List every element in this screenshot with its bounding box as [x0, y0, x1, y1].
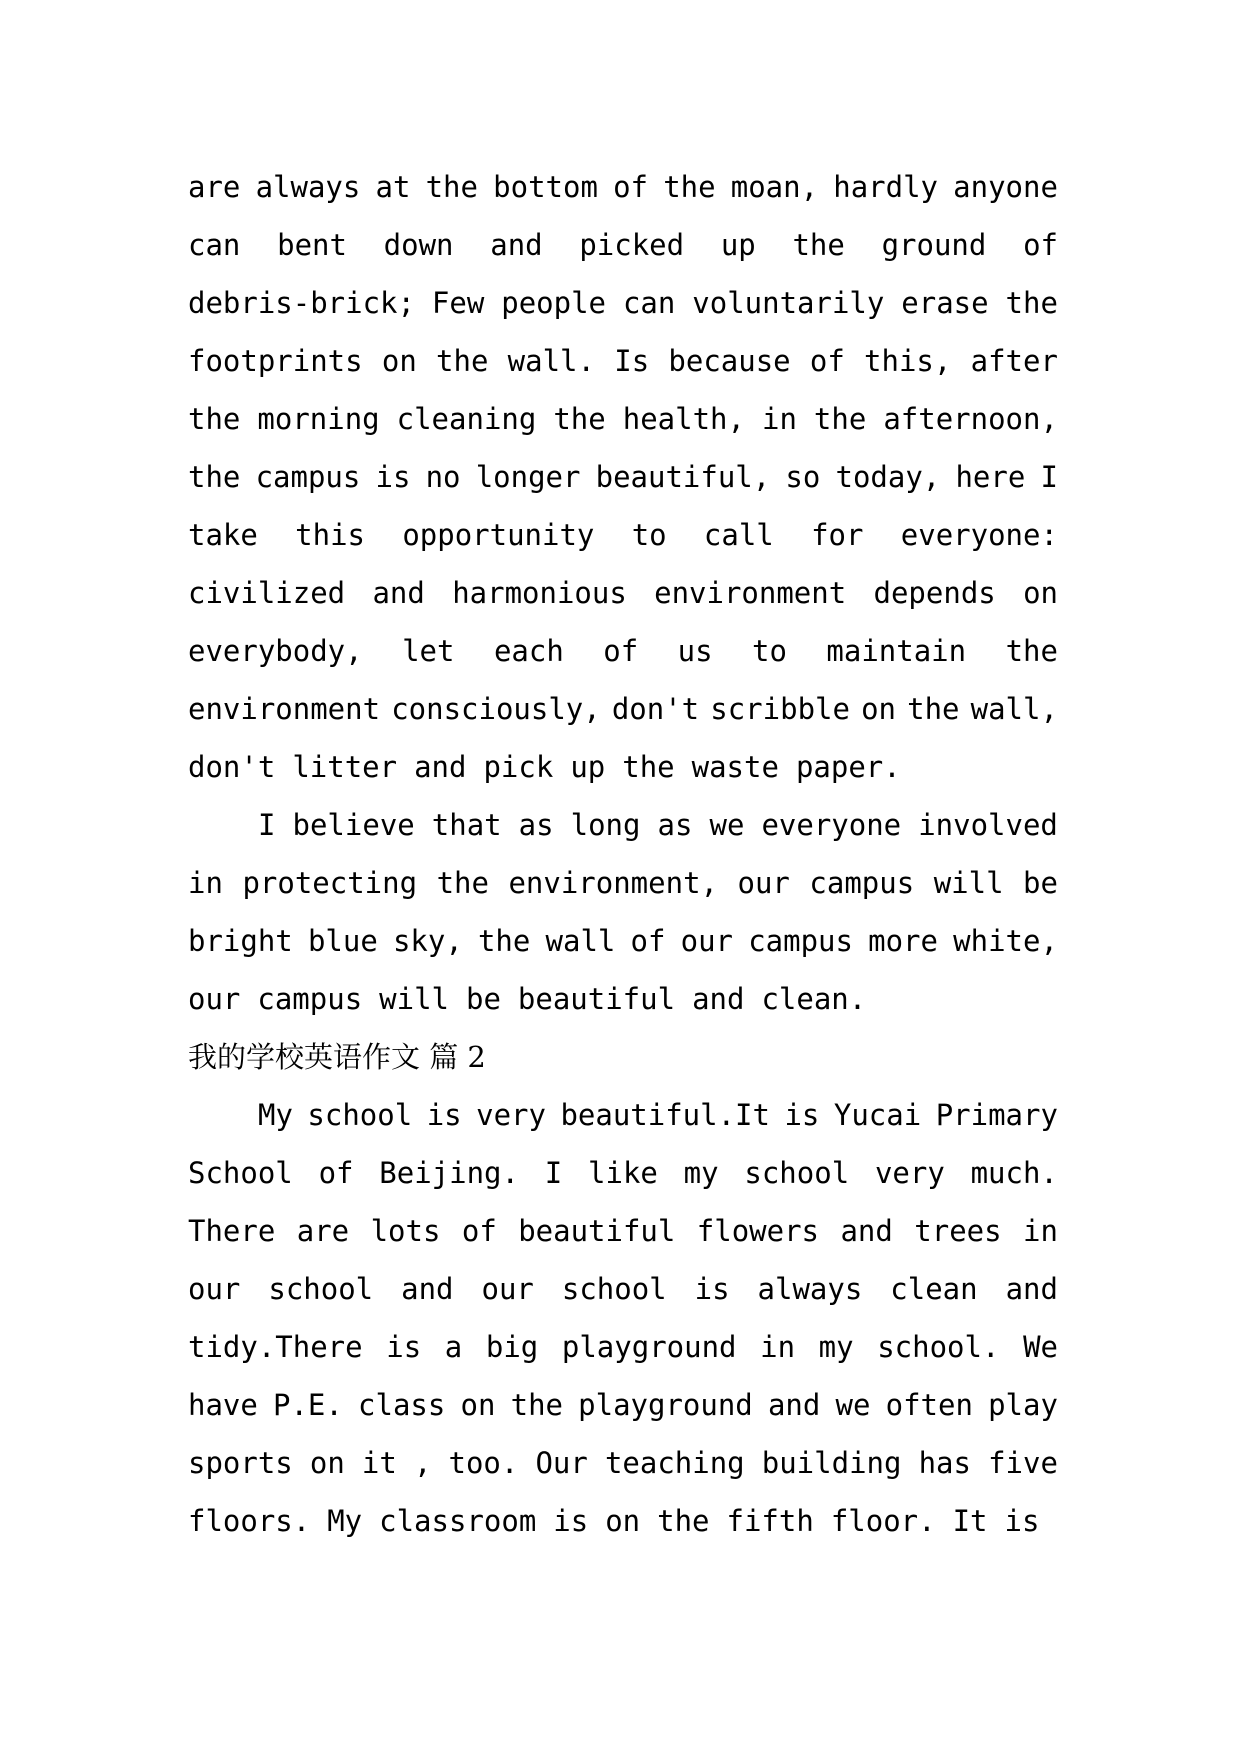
word: has — [918, 1446, 971, 1480]
word: of — [461, 1214, 497, 1248]
word: school — [561, 1272, 667, 1306]
word: this — [295, 518, 365, 552]
word: teaching — [604, 1446, 745, 1480]
word: a — [444, 1330, 463, 1364]
word: , — [413, 1446, 432, 1480]
word: It — [952, 1504, 988, 1538]
word: and — [767, 1388, 821, 1422]
word: anyone — [953, 170, 1058, 204]
word: white, — [953, 924, 1058, 958]
word: on — [1023, 576, 1058, 610]
paragraph-line — [188, 912, 1058, 970]
word: moan, — [730, 170, 819, 204]
word: consciously, — [391, 692, 601, 726]
word: the — [477, 924, 531, 958]
word: and — [1005, 1272, 1058, 1306]
paragraph-line — [188, 1318, 1058, 1376]
word: in — [760, 1330, 796, 1364]
word: everybody, — [188, 634, 363, 668]
word: harmonious — [452, 576, 627, 610]
word: so — [785, 460, 821, 494]
word: of — [1023, 228, 1058, 262]
word: my — [818, 1330, 854, 1364]
word: civilized — [188, 576, 346, 610]
word: school — [268, 1272, 374, 1306]
word: is — [426, 1098, 462, 1132]
word: we — [835, 1388, 871, 1422]
paragraph-line — [188, 680, 1058, 738]
word: is — [694, 1272, 730, 1306]
paragraph-line — [188, 332, 1058, 390]
word: as — [518, 808, 554, 842]
word: of — [318, 1156, 354, 1190]
word: paper. — [795, 750, 901, 784]
word: is — [1004, 1504, 1040, 1538]
word: tidy.There — [188, 1330, 363, 1364]
word: up — [720, 228, 756, 262]
word: are — [296, 1214, 350, 1248]
word: bottom — [493, 170, 598, 204]
word: beautiful, — [595, 460, 771, 494]
word: I — [1040, 460, 1058, 494]
word: There — [188, 1214, 276, 1248]
word: everyone — [761, 808, 902, 842]
word: on — [309, 1446, 345, 1480]
word: and — [414, 750, 467, 784]
word: that — [431, 808, 502, 842]
paragraph-line — [188, 158, 1058, 216]
word: depends — [873, 576, 996, 610]
word: the — [510, 1388, 563, 1422]
word: let — [402, 634, 455, 668]
word: call — [703, 518, 774, 552]
word: take — [188, 518, 258, 552]
word: Is — [614, 344, 650, 378]
word: the — [663, 170, 716, 204]
word: big — [485, 1330, 539, 1364]
word: school — [307, 1098, 413, 1132]
word: erase — [901, 286, 989, 320]
paragraph-line — [188, 1376, 1058, 1434]
word: blue — [307, 924, 378, 958]
word: the — [907, 692, 960, 726]
word: today, — [835, 460, 941, 494]
word: P.E. — [273, 1388, 343, 1422]
word: school. — [877, 1330, 1000, 1364]
word: morning — [257, 402, 380, 436]
word: can — [188, 228, 241, 262]
word: sports — [188, 1446, 293, 1480]
paragraph-line — [188, 216, 1058, 274]
word: campus — [255, 460, 361, 494]
word: no — [425, 460, 461, 494]
paragraph-line — [188, 564, 1058, 622]
word: our — [188, 982, 241, 1016]
word: floor. — [830, 1504, 936, 1538]
word: the — [657, 1504, 710, 1538]
word: play — [988, 1388, 1058, 1422]
word: and — [372, 576, 425, 610]
word: in — [1023, 1214, 1058, 1248]
paragraph-line — [188, 274, 1058, 332]
word: playground — [578, 1388, 753, 1422]
word: more — [868, 924, 938, 958]
word: because — [668, 344, 791, 378]
word: five — [988, 1446, 1058, 1480]
word: believe — [292, 808, 415, 842]
word: the — [1005, 634, 1058, 668]
word: environment — [654, 576, 847, 610]
word: ground — [881, 228, 987, 262]
word: often — [885, 1388, 973, 1422]
word: debris-brick; — [188, 286, 415, 320]
word: longer — [475, 460, 581, 494]
word: the — [1005, 286, 1058, 320]
word: School — [188, 1156, 293, 1190]
word: floors. — [188, 1504, 311, 1538]
word: bright — [188, 924, 293, 958]
word: us — [677, 634, 713, 668]
paragraph-line — [188, 448, 1058, 506]
paragraph-line — [188, 738, 1058, 796]
word: afternoon, — [883, 402, 1058, 436]
word: are — [188, 170, 241, 204]
word: and — [692, 982, 745, 1016]
paragraph-line — [188, 1434, 1058, 1492]
paragraph-line — [188, 854, 1058, 912]
word: the — [436, 344, 489, 378]
word: pick — [483, 750, 554, 784]
word: very — [476, 1098, 546, 1132]
section-heading: 我的学校英语作文 篇 2 — [188, 1040, 486, 1074]
word: we — [709, 808, 745, 842]
word: protecting — [242, 866, 418, 900]
word: of — [809, 344, 845, 378]
word: opportunity — [402, 518, 595, 552]
word: of — [613, 170, 649, 204]
word: clean — [890, 1272, 978, 1306]
word: bent — [277, 228, 347, 262]
word: very — [874, 1156, 945, 1190]
word: Our — [535, 1446, 588, 1480]
word: to — [631, 518, 667, 552]
word: the — [813, 402, 867, 436]
word: of — [603, 634, 639, 668]
word: beautiful.It — [560, 1098, 770, 1132]
word: my — [683, 1156, 719, 1190]
word: campus — [257, 982, 363, 1016]
word: wall, — [970, 692, 1058, 726]
word: voluntarily — [692, 286, 885, 320]
word: our — [481, 1272, 534, 1306]
word: down — [383, 228, 454, 262]
word: campus — [748, 924, 853, 958]
word: for — [811, 518, 864, 552]
word: on — [381, 344, 417, 378]
word: can — [622, 286, 676, 320]
word: our — [188, 1272, 241, 1306]
word: classroom — [379, 1504, 537, 1538]
word: don't — [611, 692, 700, 726]
word: involved — [918, 808, 1058, 842]
word: class — [358, 1388, 446, 1422]
word: our — [680, 924, 734, 958]
word: environment — [188, 692, 381, 726]
word: be — [466, 982, 501, 1016]
word: health, — [622, 402, 745, 436]
word: on — [861, 692, 896, 726]
word: building — [761, 1446, 902, 1480]
word: everyone: — [900, 518, 1058, 552]
paragraph-line — [188, 1144, 1058, 1202]
word: My — [258, 1098, 293, 1132]
word: clean. — [761, 982, 867, 1016]
word: on — [460, 1388, 496, 1422]
word: Few — [431, 286, 485, 320]
word: beautiful — [518, 1214, 676, 1248]
word: the — [188, 460, 241, 494]
word: at — [375, 170, 411, 204]
word: maintain — [826, 634, 967, 668]
word: wall — [545, 924, 616, 958]
word: always — [757, 1272, 863, 1306]
word: the — [188, 402, 241, 436]
word: each — [493, 634, 564, 668]
word: is — [553, 1504, 589, 1538]
word: here — [955, 460, 1026, 494]
word: litter — [292, 750, 398, 784]
word: will — [933, 866, 1004, 900]
word: don't — [188, 750, 276, 784]
word: and — [840, 1214, 893, 1248]
paragraph-line — [188, 1086, 1058, 1144]
document-body — [188, 158, 1058, 1550]
word: I — [258, 808, 276, 842]
word: lots — [370, 1214, 441, 1248]
word: Yucai — [833, 1098, 922, 1132]
word: the — [436, 866, 489, 900]
word: playground — [561, 1330, 737, 1364]
word: campus — [809, 866, 915, 900]
word: in — [761, 402, 797, 436]
word: My — [327, 1504, 363, 1538]
word: and — [401, 1272, 454, 1306]
word: We — [1023, 1330, 1058, 1364]
word: cleaning — [396, 402, 537, 436]
word: fifth — [726, 1504, 814, 1538]
word: people — [501, 286, 607, 320]
word: wall. — [507, 344, 595, 378]
word: picked — [579, 228, 685, 262]
word: after — [970, 344, 1058, 378]
word: Primary — [935, 1098, 1058, 1132]
paragraph-line — [188, 1492, 1058, 1550]
paragraph-line — [188, 1202, 1058, 1260]
word: scribble — [710, 692, 850, 726]
word: is — [784, 1098, 820, 1132]
word: the — [622, 750, 675, 784]
word: Beijing. — [379, 1156, 519, 1190]
word: school — [744, 1156, 850, 1190]
word: our — [737, 866, 790, 900]
paragraph-line — [188, 390, 1058, 448]
word: I — [544, 1156, 563, 1190]
word: to — [752, 634, 787, 668]
word: is — [375, 460, 411, 494]
word: the — [792, 228, 845, 262]
word: environment, — [508, 866, 718, 900]
word: in — [188, 866, 223, 900]
word: be — [1023, 866, 1058, 900]
word: too. — [448, 1446, 519, 1480]
paragraph-line — [188, 796, 1058, 854]
word: the — [425, 170, 478, 204]
word: flowers — [696, 1214, 820, 1248]
word: up — [570, 750, 606, 784]
word: always — [255, 170, 361, 204]
word: like — [588, 1156, 658, 1190]
word: this, — [864, 344, 952, 378]
word: on — [605, 1504, 641, 1538]
word: trees — [914, 1214, 1002, 1248]
paragraph-line — [188, 970, 1058, 1028]
word: is — [386, 1330, 422, 1364]
word: footprints — [188, 344, 363, 378]
word: sky, — [392, 924, 463, 958]
paragraph-line — [188, 622, 1058, 680]
word: will — [379, 982, 449, 1016]
word: it — [361, 1446, 397, 1480]
word: have — [188, 1388, 258, 1422]
word: waste — [691, 750, 779, 784]
word: beautiful — [517, 982, 676, 1016]
word: of — [630, 924, 666, 958]
paragraph-line — [188, 1260, 1058, 1318]
paragraph-line — [188, 506, 1058, 564]
word: as — [657, 808, 693, 842]
word: hardly — [833, 170, 938, 204]
word: the — [553, 402, 606, 436]
word: and — [490, 228, 543, 262]
word: long — [570, 808, 641, 842]
word: much. — [970, 1156, 1058, 1190]
